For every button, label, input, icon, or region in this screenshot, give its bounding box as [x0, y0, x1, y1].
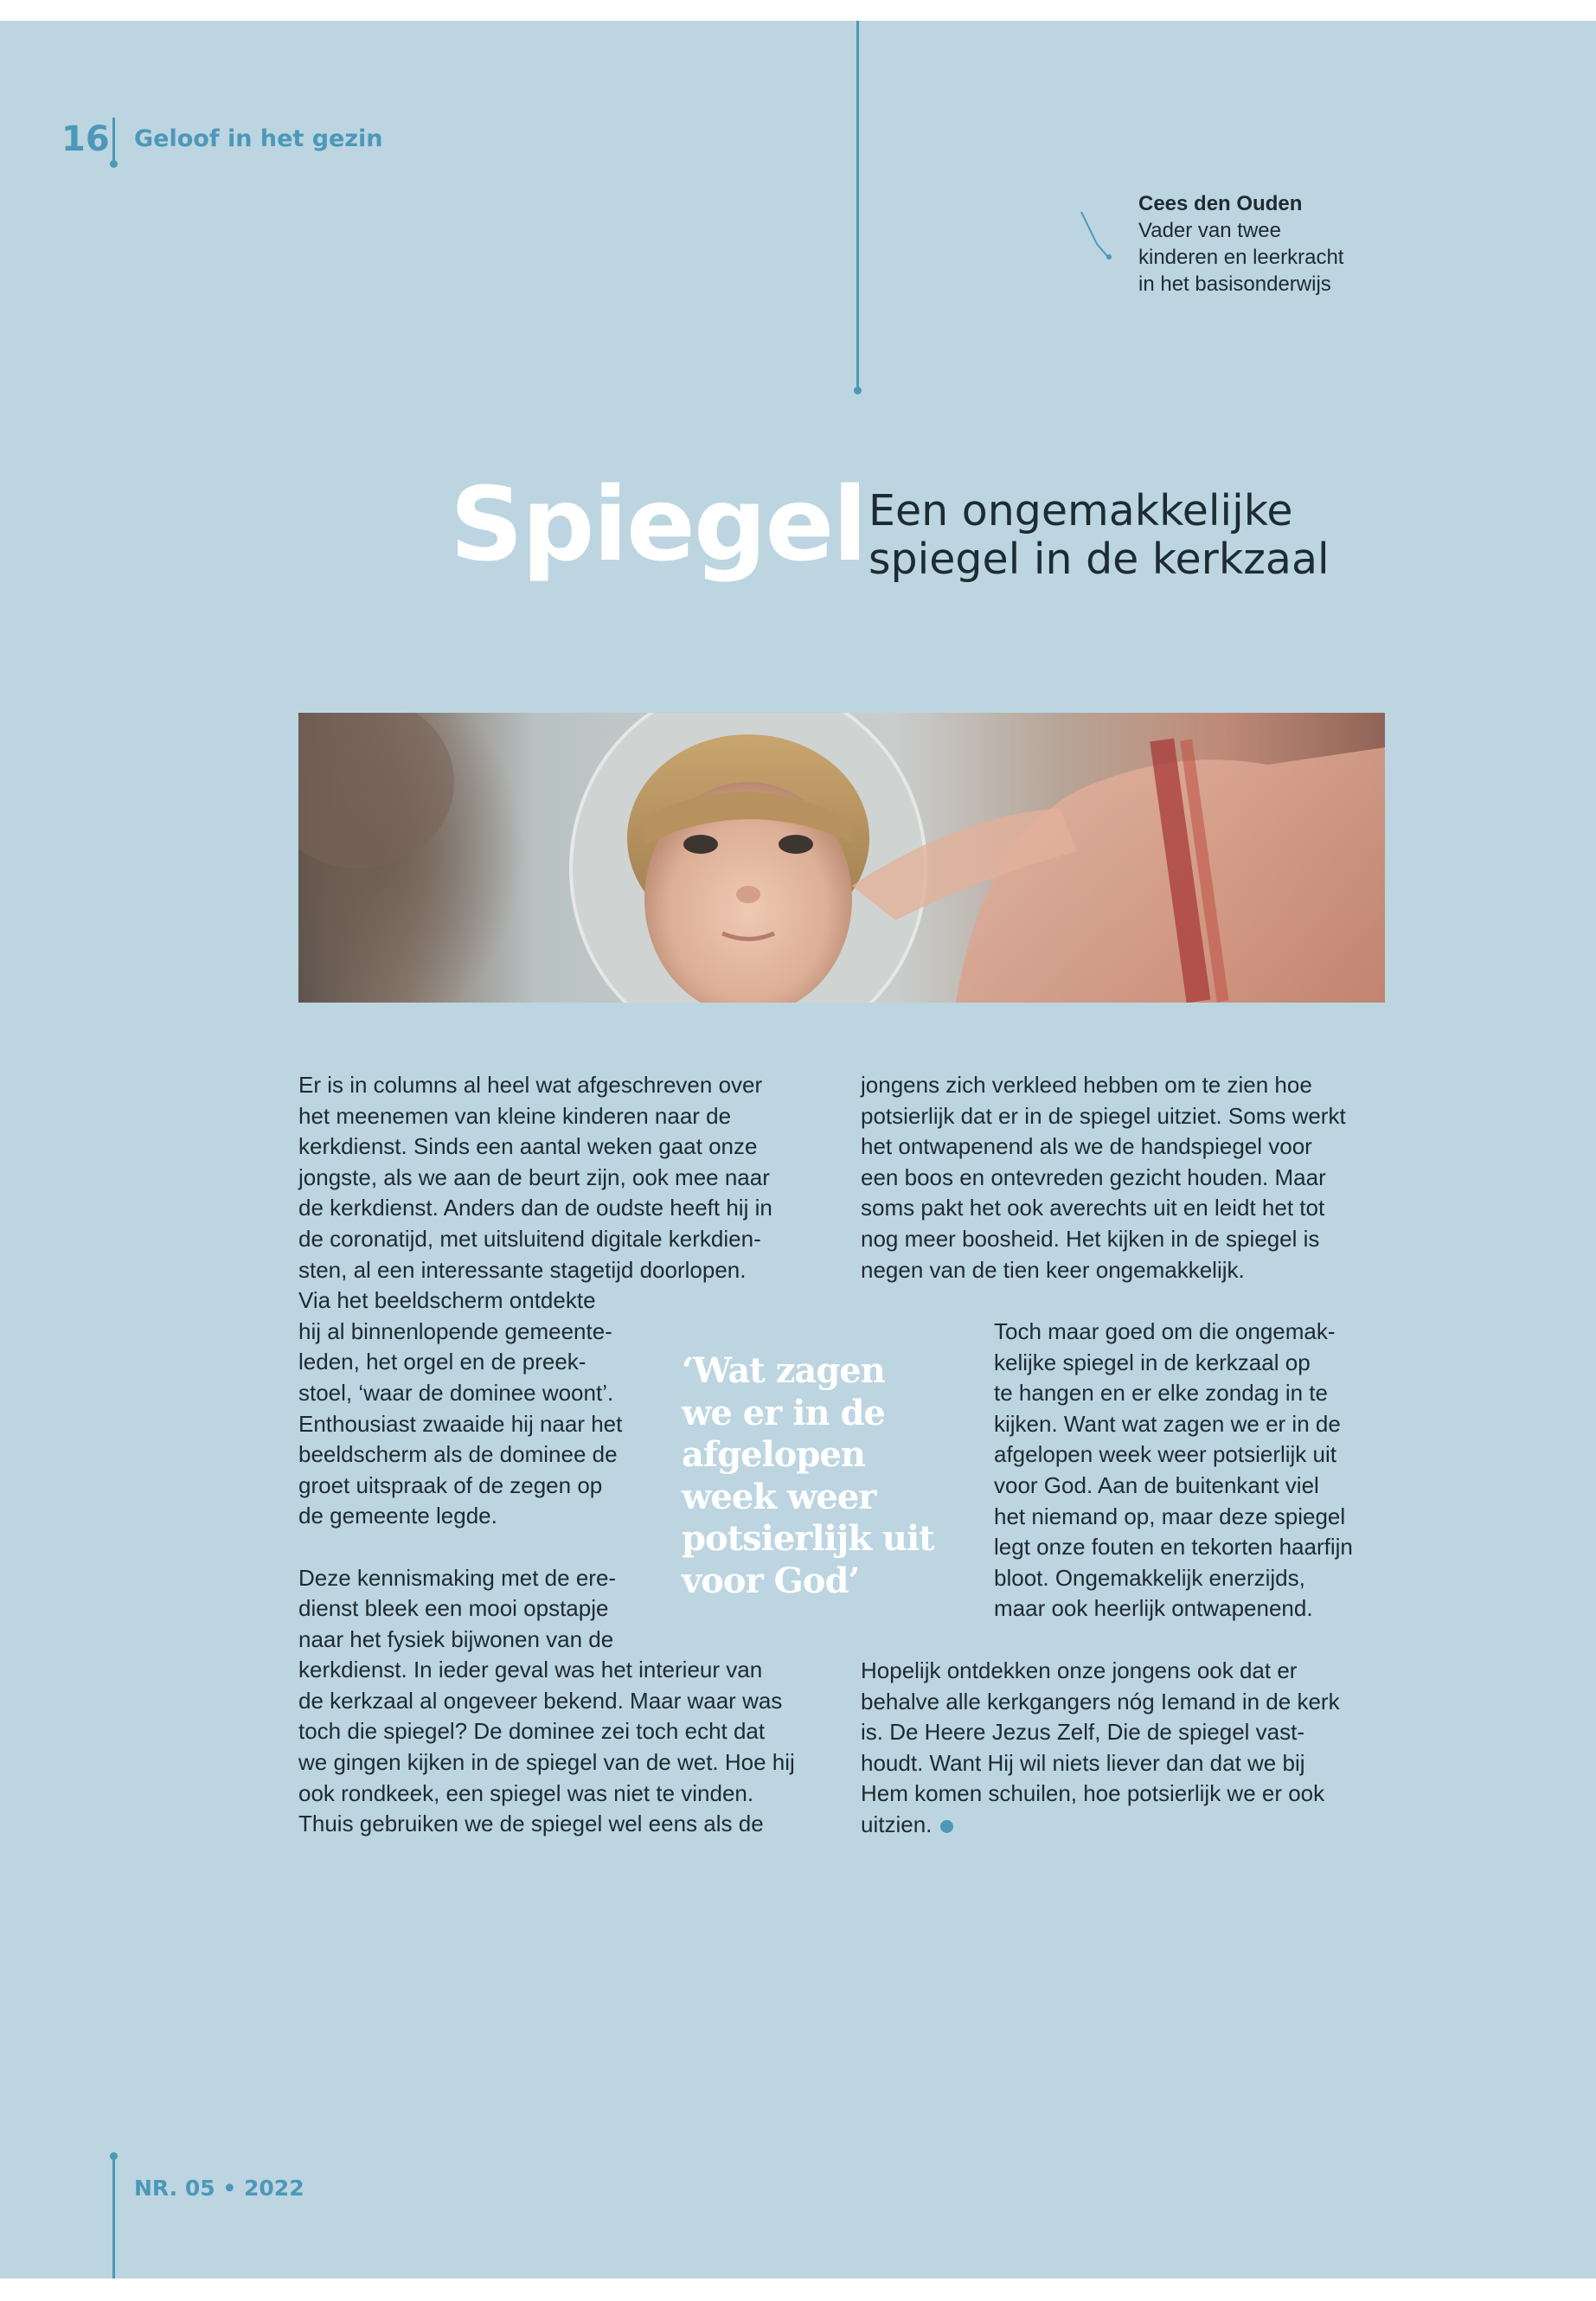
author-block	[1138, 190, 1343, 298]
column-right-indented	[994, 1317, 1353, 1625]
column-right-bottom	[861, 1656, 1340, 1841]
pull-quote-line: potsierlijk uit	[682, 1518, 934, 1559]
body-line: het meenemen van kleine kinderen naar de	[298, 1102, 732, 1129]
body-line: voor God. Aan de buitenkant viel	[994, 1471, 1319, 1498]
body-line: Deze kennismaking met de ere-	[298, 1564, 617, 1591]
body-line: soms pakt het ook averechts uit en leidt het tot	[861, 1195, 1325, 1221]
author-name: Cees den Ouden	[1138, 192, 1303, 215]
body-line: kerkdienst. Sinds een aantal weken gaat onze	[298, 1133, 758, 1160]
body-line: we gingen kijken in de spiegel van de wet. Hoe hij	[298, 1749, 795, 1776]
body-line-last	[861, 1810, 1340, 1841]
body-line: Hopelijk ontdekken onze jongens ook dat er	[861, 1657, 1298, 1683]
pull-quote-line: week weer	[682, 1476, 876, 1517]
footer-divider	[112, 2157, 115, 2279]
body-line: de coronatijd, met uitsluitend digitale kerkdien-	[298, 1225, 761, 1252]
body-line: Toch maar goed om die ongemak-	[994, 1318, 1336, 1344]
subtitle-line: spiegel in de kerkzaal	[869, 535, 1330, 584]
pull-quote-line: voor God’	[682, 1560, 860, 1601]
body-line: de kerkzaal al ongeveer bekend. Maar waar was	[298, 1687, 783, 1714]
body-line: dienst bleek een mooi opstapje	[298, 1595, 609, 1622]
body-line: afgelopen week weer potsierlijk uit	[994, 1441, 1336, 1468]
body-line: ook rondkeek, een spiegel was niet te vinden.	[298, 1779, 754, 1806]
header-divider	[112, 118, 115, 163]
body-line: potsierlijk dat er in de spiegel uitziet. Soms werkt	[861, 1102, 1346, 1129]
page-number: 16	[61, 119, 110, 159]
body-line: maar ook heerlijk ontwapenend.	[994, 1595, 1313, 1622]
pull-quote-line: ‘Wat zagen	[682, 1350, 885, 1391]
body-line: een boos en ontevreden gezicht houden. Maar	[861, 1163, 1326, 1190]
article-title: Spiegel	[450, 465, 866, 584]
body-line: houdt. Want Hij wil niets liever dan dat we bij	[861, 1749, 1305, 1776]
author-bio-line: kinderen en leerkracht	[1138, 246, 1344, 269]
body-line: is. De Heere Jezus Zelf, Die de spiegel vast-	[861, 1719, 1304, 1746]
author-pointer-icon	[1073, 190, 1133, 260]
body-line: het niemand op, maar deze spiegel	[994, 1503, 1346, 1529]
body-line: hij al binnenlopende gemeente-	[298, 1317, 612, 1344]
subtitle-line: Een ongemakkelijke	[869, 486, 1293, 535]
pull-quote-line: afgelopen	[682, 1434, 865, 1475]
body-line: leden, het orgel en de preek-	[298, 1349, 586, 1375]
article-subtitle	[869, 487, 1330, 584]
body-line: stoel, ‘waar de dominee woont’.	[298, 1379, 614, 1406]
body-line: behalve alle kerkgangers nóg Iemand in de kerk	[861, 1688, 1340, 1715]
body-line: bloot. Ongemakkelijk enerzijds,	[994, 1564, 1305, 1591]
body-line: legt onze fouten en tekorten haarfijn	[994, 1534, 1353, 1561]
body-line: kerkdienst. In ieder geval was het interieur van	[298, 1657, 763, 1683]
body-line: nog meer boosheid. Het kijken in de spiegel is	[861, 1225, 1320, 1252]
body-line: te hangen en er elke zondag in te	[994, 1380, 1328, 1407]
body-line: de kerkdienst. Anders dan de oudste heeft hij in	[298, 1195, 772, 1221]
body-line: Enthousiast zwaaide hij naar het	[298, 1410, 623, 1437]
body-line: de gemeente legde.	[298, 1503, 497, 1529]
body-line: jongste, als we aan de beurt zijn, ook mee naar	[298, 1163, 770, 1190]
body-line: naar het fysiek bijwonen van de	[298, 1625, 614, 1652]
body-line: Hem komen schuilen, hoe potsierlijk we er ook	[861, 1780, 1325, 1807]
issue-label: NR. 05 • 2022	[134, 2176, 304, 2201]
end-mark-icon	[940, 1820, 953, 1833]
author-bio-line: Vader van twee	[1138, 219, 1281, 242]
pull-quote-line: we er in de	[682, 1392, 885, 1433]
center-divider	[856, 21, 859, 389]
body-line: toch die spiegel? De dominee zei toch echt dat	[298, 1718, 766, 1745]
child-mirror-photo	[298, 713, 1385, 1003]
body-line: kijken. Want wat zagen we er in de	[994, 1410, 1341, 1437]
magazine-page	[0, 21, 1596, 2279]
body-line: Thuis gebruiken we de spiegel wel eens als de	[298, 1811, 764, 1837]
body-line: het ontwapenend als we de handspiegel voor	[861, 1133, 1312, 1160]
body-line: groet uitspraak of de zegen op	[298, 1471, 603, 1498]
body-line: Via het beeldscherm ontdekte	[298, 1287, 596, 1314]
author-bio-line: in het basisonderwijs	[1138, 272, 1331, 296]
section-title: Geloof in het gezin	[134, 125, 383, 152]
body-line: jongens zich verkleed hebben om te zien hoe	[861, 1072, 1312, 1098]
body-line: beeldscherm als de dominee de	[298, 1441, 618, 1468]
body-line: uitzien.	[861, 1811, 933, 1837]
body-line: Er is in columns al heel wat afgeschreven over	[298, 1072, 763, 1098]
photo-illustration	[298, 713, 1385, 1003]
body-line: kelijke spiegel in de kerkzaal op	[994, 1349, 1311, 1375]
pull-quote	[682, 1350, 934, 1602]
body-line: negen van de tien keer ongemakkelijk.	[861, 1256, 1245, 1283]
body-line: sten, al een interessante stagetijd doorlopen.	[298, 1256, 747, 1283]
column-right-top	[861, 1070, 1346, 1285]
